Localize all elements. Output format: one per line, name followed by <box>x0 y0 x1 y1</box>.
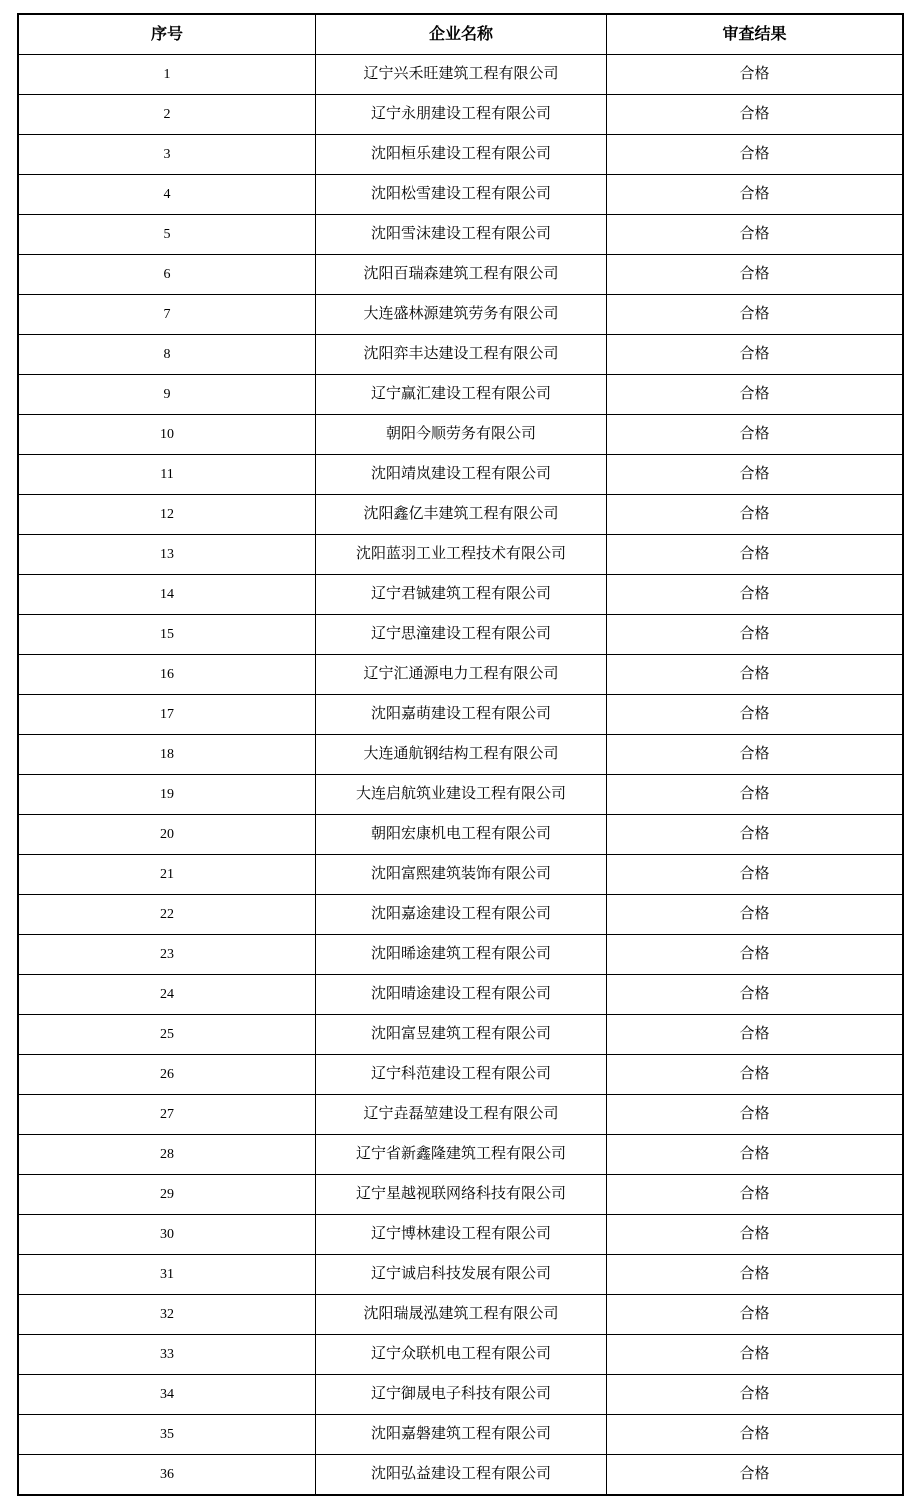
cell-enterprise-name: 沈阳嘉磐建筑工程有限公司 <box>316 1415 607 1455</box>
cell-enterprise-name: 沈阳晞途建筑工程有限公司 <box>316 935 607 975</box>
cell-serial-number: 4 <box>18 175 316 215</box>
table-row <box>18 135 903 175</box>
cell-review-result: 合格 <box>607 335 904 375</box>
cell-review-result: 合格 <box>607 495 904 535</box>
enterprise-review-table <box>17 13 904 1496</box>
cell-serial-number: 15 <box>18 615 316 655</box>
cell-serial-number: 35 <box>18 1415 316 1455</box>
table-row <box>18 975 903 1015</box>
cell-serial-number: 27 <box>18 1095 316 1135</box>
cell-serial-number: 7 <box>18 295 316 335</box>
table-row <box>18 455 903 495</box>
cell-serial-number: 14 <box>18 575 316 615</box>
cell-enterprise-name: 辽宁君铖建筑工程有限公司 <box>316 575 607 615</box>
cell-review-result: 合格 <box>607 1255 904 1295</box>
cell-enterprise-name: 沈阳蓝羽工业工程技术有限公司 <box>316 535 607 575</box>
table-row <box>18 815 903 855</box>
cell-enterprise-name: 沈阳晴途建设工程有限公司 <box>316 975 607 1015</box>
cell-review-result: 合格 <box>607 175 904 215</box>
cell-review-result: 合格 <box>607 975 904 1015</box>
cell-enterprise-name: 辽宁诚启科技发展有限公司 <box>316 1255 607 1295</box>
cell-enterprise-name: 辽宁垚磊堃建设工程有限公司 <box>316 1095 607 1135</box>
cell-serial-number: 10 <box>18 415 316 455</box>
cell-enterprise-name: 辽宁兴禾旺建筑工程有限公司 <box>316 55 607 95</box>
cell-serial-number: 18 <box>18 735 316 775</box>
table-row <box>18 1095 903 1135</box>
header-row <box>18 14 903 55</box>
cell-serial-number: 23 <box>18 935 316 975</box>
cell-review-result: 合格 <box>607 615 904 655</box>
table-row <box>18 1375 903 1415</box>
table-row <box>18 335 903 375</box>
cell-serial-number: 25 <box>18 1015 316 1055</box>
table-row <box>18 1455 903 1496</box>
cell-review-result: 合格 <box>607 1055 904 1095</box>
cell-enterprise-name: 沈阳百瑞森建筑工程有限公司 <box>316 255 607 295</box>
table-row <box>18 615 903 655</box>
table-row <box>18 1015 903 1055</box>
cell-serial-number: 11 <box>18 455 316 495</box>
cell-review-result: 合格 <box>607 815 904 855</box>
cell-review-result: 合格 <box>607 1335 904 1375</box>
cell-serial-number: 20 <box>18 815 316 855</box>
cell-enterprise-name: 沈阳嘉途建设工程有限公司 <box>316 895 607 935</box>
table-row <box>18 55 903 95</box>
cell-serial-number: 17 <box>18 695 316 735</box>
cell-serial-number: 31 <box>18 1255 316 1295</box>
cell-enterprise-name: 大连通航钢结构工程有限公司 <box>316 735 607 775</box>
table-row <box>18 495 903 535</box>
header-review-result: 审查结果 <box>607 14 904 55</box>
table-row <box>18 1295 903 1335</box>
table-row <box>18 655 903 695</box>
cell-enterprise-name: 辽宁御晟电子科技有限公司 <box>316 1375 607 1415</box>
table-row <box>18 415 903 455</box>
cell-review-result: 合格 <box>607 575 904 615</box>
cell-review-result: 合格 <box>607 1015 904 1055</box>
cell-enterprise-name: 沈阳弈丰达建设工程有限公司 <box>316 335 607 375</box>
table-row <box>18 735 903 775</box>
cell-review-result: 合格 <box>607 375 904 415</box>
table-row <box>18 1255 903 1295</box>
table-row <box>18 295 903 335</box>
header-serial-number: 序号 <box>18 14 316 55</box>
cell-enterprise-name: 辽宁星越视联网络科技有限公司 <box>316 1175 607 1215</box>
cell-serial-number: 30 <box>18 1215 316 1255</box>
table-header <box>18 14 903 55</box>
cell-serial-number: 8 <box>18 335 316 375</box>
cell-serial-number: 36 <box>18 1455 316 1496</box>
cell-enterprise-name: 大连盛林源建筑劳务有限公司 <box>316 295 607 335</box>
table-row <box>18 775 903 815</box>
cell-enterprise-name: 朝阳今顺劳务有限公司 <box>316 415 607 455</box>
cell-serial-number: 24 <box>18 975 316 1015</box>
cell-review-result: 合格 <box>607 695 904 735</box>
cell-review-result: 合格 <box>607 1215 904 1255</box>
cell-review-result: 合格 <box>607 1375 904 1415</box>
cell-review-result: 合格 <box>607 895 904 935</box>
header-enterprise-name: 企业名称 <box>316 14 607 55</box>
cell-enterprise-name: 大连启航筑业建设工程有限公司 <box>316 775 607 815</box>
cell-review-result: 合格 <box>607 295 904 335</box>
cell-enterprise-name: 辽宁省新鑫隆建筑工程有限公司 <box>316 1135 607 1175</box>
cell-serial-number: 12 <box>18 495 316 535</box>
cell-serial-number: 6 <box>18 255 316 295</box>
cell-review-result: 合格 <box>607 535 904 575</box>
table-row <box>18 535 903 575</box>
cell-review-result: 合格 <box>607 735 904 775</box>
cell-review-result: 合格 <box>607 855 904 895</box>
table-row <box>18 895 903 935</box>
cell-serial-number: 21 <box>18 855 316 895</box>
cell-enterprise-name: 辽宁思潼建设工程有限公司 <box>316 615 607 655</box>
cell-review-result: 合格 <box>607 1095 904 1135</box>
cell-serial-number: 2 <box>18 95 316 135</box>
cell-review-result: 合格 <box>607 1135 904 1175</box>
cell-serial-number: 29 <box>18 1175 316 1215</box>
cell-review-result: 合格 <box>607 1455 904 1496</box>
table-row <box>18 1335 903 1375</box>
cell-enterprise-name: 沈阳瑞晟泓建筑工程有限公司 <box>316 1295 607 1335</box>
cell-enterprise-name: 辽宁科范建设工程有限公司 <box>316 1055 607 1095</box>
cell-serial-number: 26 <box>18 1055 316 1095</box>
table-row <box>18 855 903 895</box>
table-row <box>18 255 903 295</box>
cell-review-result: 合格 <box>607 95 904 135</box>
table-row <box>18 695 903 735</box>
cell-enterprise-name: 沈阳嘉萌建设工程有限公司 <box>316 695 607 735</box>
cell-enterprise-name: 辽宁永朋建设工程有限公司 <box>316 95 607 135</box>
cell-review-result: 合格 <box>607 655 904 695</box>
cell-serial-number: 33 <box>18 1335 316 1375</box>
cell-serial-number: 16 <box>18 655 316 695</box>
cell-enterprise-name: 辽宁汇通源电力工程有限公司 <box>316 655 607 695</box>
table-row <box>18 1175 903 1215</box>
cell-enterprise-name: 沈阳松雪建设工程有限公司 <box>316 175 607 215</box>
cell-enterprise-name: 沈阳桓乐建设工程有限公司 <box>316 135 607 175</box>
cell-enterprise-name: 朝阳宏康机电工程有限公司 <box>316 815 607 855</box>
cell-review-result: 合格 <box>607 935 904 975</box>
cell-enterprise-name: 辽宁赢汇建设工程有限公司 <box>316 375 607 415</box>
table-row <box>18 1135 903 1175</box>
cell-review-result: 合格 <box>607 135 904 175</box>
table-row <box>18 1215 903 1255</box>
cell-serial-number: 19 <box>18 775 316 815</box>
table-row <box>18 1055 903 1095</box>
table-row <box>18 375 903 415</box>
cell-serial-number: 28 <box>18 1135 316 1175</box>
cell-serial-number: 13 <box>18 535 316 575</box>
cell-enterprise-name: 辽宁众联机电工程有限公司 <box>316 1335 607 1375</box>
cell-review-result: 合格 <box>607 55 904 95</box>
cell-review-result: 合格 <box>607 255 904 295</box>
table-row <box>18 95 903 135</box>
table-body <box>18 55 903 1496</box>
cell-review-result: 合格 <box>607 415 904 455</box>
cell-review-result: 合格 <box>607 1415 904 1455</box>
cell-review-result: 合格 <box>607 1175 904 1215</box>
table-row <box>18 215 903 255</box>
table-row <box>18 1415 903 1455</box>
cell-serial-number: 9 <box>18 375 316 415</box>
table-row <box>18 175 903 215</box>
cell-serial-number: 34 <box>18 1375 316 1415</box>
cell-serial-number: 1 <box>18 55 316 95</box>
cell-review-result: 合格 <box>607 775 904 815</box>
cell-review-result: 合格 <box>607 215 904 255</box>
cell-enterprise-name: 沈阳雪沫建设工程有限公司 <box>316 215 607 255</box>
cell-review-result: 合格 <box>607 455 904 495</box>
table-row <box>18 575 903 615</box>
cell-serial-number: 22 <box>18 895 316 935</box>
cell-enterprise-name: 沈阳富昱建筑工程有限公司 <box>316 1015 607 1055</box>
table-row <box>18 935 903 975</box>
cell-enterprise-name: 辽宁博林建设工程有限公司 <box>316 1215 607 1255</box>
cell-enterprise-name: 沈阳弘益建设工程有限公司 <box>316 1455 607 1496</box>
cell-enterprise-name: 沈阳鑫亿丰建筑工程有限公司 <box>316 495 607 535</box>
cell-serial-number: 32 <box>18 1295 316 1335</box>
cell-serial-number: 5 <box>18 215 316 255</box>
cell-review-result: 合格 <box>607 1295 904 1335</box>
cell-enterprise-name: 沈阳靖岚建设工程有限公司 <box>316 455 607 495</box>
cell-serial-number: 3 <box>18 135 316 175</box>
cell-enterprise-name: 沈阳富熙建筑装饰有限公司 <box>316 855 607 895</box>
